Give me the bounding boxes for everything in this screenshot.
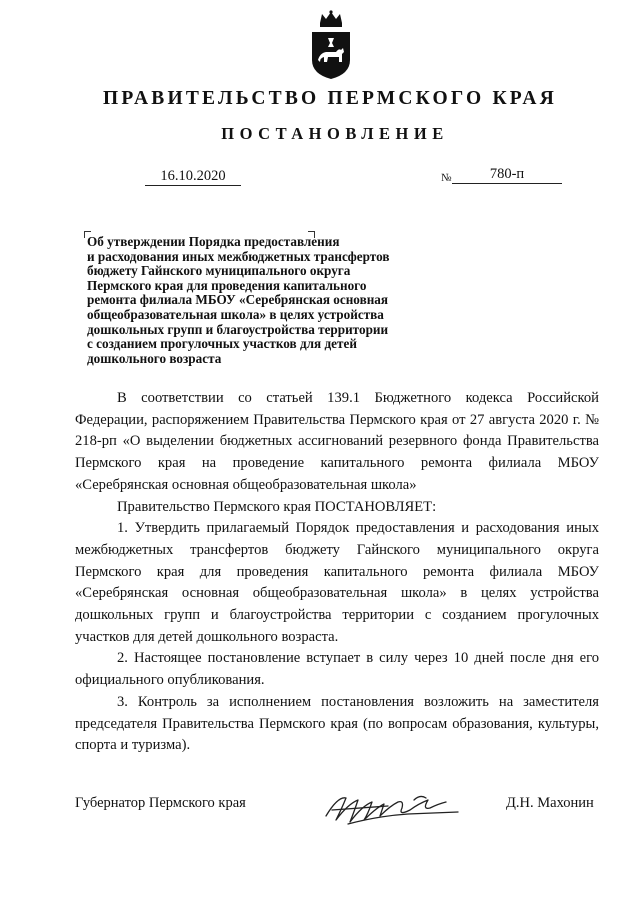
number-sign: № xyxy=(441,172,452,184)
document-body xyxy=(75,388,599,757)
document-number: 780-п xyxy=(452,166,562,184)
document-type: ПОСТАНОВЛЕНИЕ xyxy=(221,124,449,143)
government-title: ПРАВИТЕЛЬСТВО ПЕРМСКОГО КРАЯ xyxy=(103,88,557,109)
subject-line: ремонта филиала МБОУ «Серебрянская основная xyxy=(87,292,389,308)
subject-line: бюджету Гайнского муниципального округа xyxy=(87,263,351,279)
clause-3-paragraph: 3. Контроль за исполнением постановления возложить на заместителя председателя Правительства Пермского края (по вопросам образования, культуры, спорта и туризма). xyxy=(75,693,599,754)
resolution-paragraph: Правительство Пермского края ПОСТАНОВЛЯЕТ: xyxy=(117,498,437,515)
subject-line: дошкольного возраста xyxy=(87,350,222,366)
handwritten-signature xyxy=(318,786,468,828)
subject-line: с созданием прогулочных участков для детей xyxy=(87,336,357,352)
coat-of-arms-icon xyxy=(306,10,356,80)
clause-2-paragraph: 2. Настоящее постановление вступает в силу через 10 дней после дня его официального опубликования. xyxy=(75,650,599,689)
preamble-paragraph: В соответствии со статьей 139.1 Бюджетного кодекса Российской Федерации, распоряжением Правительства Пермского края от 27 августа 2020 г. № 218-рп «О выделении бюджетных ассигнований резервного фонда Правительства Пермского края на проведение капитального ремонта филиала МБОУ «Серебрянская основная общеобразовательная школа» xyxy=(75,390,599,493)
signer-name: Д.Н. Махонин xyxy=(506,795,594,811)
document-date: 16.10.2020 xyxy=(145,168,241,186)
subject-line: дошкольных групп и благоустройства территории xyxy=(87,321,389,337)
subject-block xyxy=(87,235,447,366)
clause-1-paragraph: 1. Утвердить прилагаемый Порядок предоставления и расходования иных межбюджетных трансфертов бюджету Гайнского муниципального округа Пермского края для проведения капитального ремонта филиала МБОУ «Серебрянская основная общеобразовательная школа» в целях устройства дошкольных групп и благоустройства территории с созданием прогулочных участков для детей дошкольного возраста. xyxy=(75,520,599,645)
subject-line: Об утверждении Порядка предоставления xyxy=(87,234,340,249)
subject-line: и расходования иных межбюджетных трансфертов xyxy=(87,248,390,264)
subject-line: общеобразовательная школа» в целях устройства xyxy=(87,306,384,322)
subject-line: Пермского края для проведения капитального xyxy=(87,277,367,293)
signer-title: Губернатор Пермского края xyxy=(75,795,246,811)
